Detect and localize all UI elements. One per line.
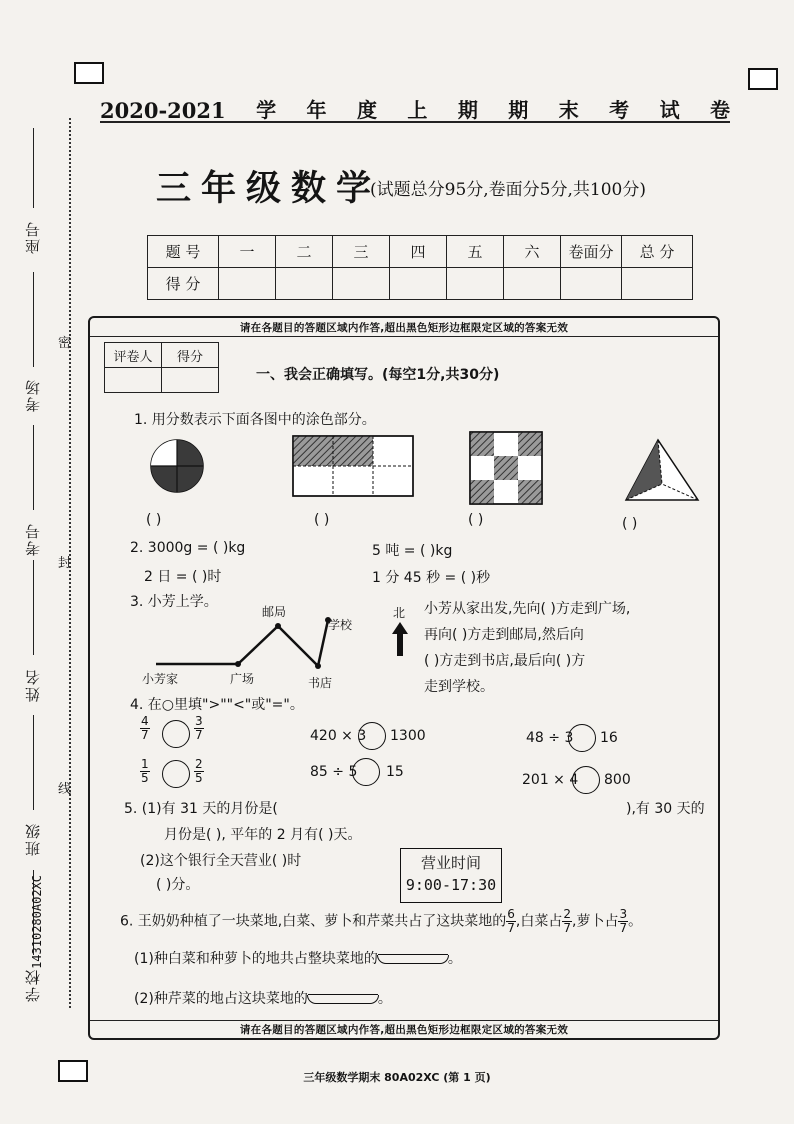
score-cell[interactable] (447, 268, 504, 300)
q4-expr-2-right: 16 (600, 730, 618, 746)
q3-line-2[interactable]: 再向( )方走到邮局,然后向 (424, 627, 584, 643)
exam-no-label: 考号 (24, 522, 42, 556)
score-col-1: 一 (219, 236, 276, 268)
q2-d[interactable]: 1 分 45 秒 = ( )秒 (372, 570, 491, 586)
grader-table (104, 342, 219, 393)
q5-line-2[interactable]: 月份是( ), 平年的 2 月有( )天。 (164, 827, 362, 843)
class-label: 班级 (24, 822, 42, 856)
header-char: 度 (356, 98, 377, 122)
q4-expr-2-left: 48 ÷ 3 (526, 730, 574, 746)
notice-top: 请在各题目的答题区域内作答,超出黑色矩形边框限定区域的答案无效 (239, 322, 569, 334)
grader-reviewer-cell[interactable] (105, 368, 162, 393)
q4-expr-4-right: 800 (604, 772, 631, 788)
score-cell[interactable] (622, 268, 693, 300)
class-line (33, 715, 34, 810)
rectangle-figure (293, 436, 413, 496)
q4-expr-1-right: 1300 (390, 728, 426, 744)
fold-mark-xian: 线 (58, 782, 72, 797)
notice-top-line (90, 336, 718, 337)
score-cell[interactable] (219, 268, 276, 300)
q1-text: 1. 用分数表示下面各图中的涂色部分。 (134, 412, 376, 428)
page-footer: 三年级数学期末 80A02XC (第 1 页) (303, 1071, 491, 1084)
page-subtitle: (试题总分95分,卷面分5分,共100分) (370, 180, 646, 200)
q4-text: 4. 在○里填">""<"或"="。 (130, 697, 304, 713)
q1-figures (130, 428, 710, 508)
q6-text: 6. 王奶奶种植了一块菜地,白菜、萝卜和芹菜共占了这块菜地的 $\frac{6}{7}$ ,白菜占 $\frac{2}{7}$ ,萝卜占 $\frac{3}{7}$ 。 (120, 907, 643, 935)
q4-expr-3-left: 85 ÷ 5 (310, 764, 358, 780)
q3-text: 3. 小芳上学。 (130, 594, 218, 610)
q5-line-3[interactable]: (2)这个银行全天营业( )时 (140, 853, 302, 869)
q2-c[interactable]: 2 日 = ( )时 (144, 569, 222, 585)
header-char: 试 (659, 98, 680, 122)
name-line (33, 560, 34, 655)
q4-item-1: $\frac{4}{7}$ (141, 714, 149, 742)
header-char: 末 (558, 98, 579, 122)
score-col-4: 四 (390, 236, 447, 268)
q4-expr-3-right: 15 (386, 764, 404, 780)
fold-mark-mi: 密 (58, 336, 72, 351)
north-arrow-icon (392, 622, 408, 656)
score-col-2: 二 (276, 236, 333, 268)
fold-mark-feng: 封 (58, 556, 72, 571)
header-char: 上 (407, 98, 428, 122)
compare-circle-4[interactable] (568, 724, 596, 752)
score-cell[interactable] (390, 268, 447, 300)
header-char: 期 (457, 98, 478, 122)
compare-circle-3[interactable] (358, 722, 386, 750)
q4-expr-1-left: 420 × 3 (310, 728, 367, 744)
compare-circle-2[interactable] (162, 760, 190, 788)
map-label-home: 小芳家 (142, 672, 179, 686)
compare-circle-5[interactable] (352, 758, 380, 786)
header-rule (100, 121, 730, 123)
exam-room-line (33, 272, 34, 367)
north-label: 北 (393, 606, 406, 620)
school-year: 2020-2021 (100, 98, 226, 123)
compare-circle-1[interactable] (162, 720, 190, 748)
business-hours-box (400, 848, 502, 903)
score-table-row-label: 得 分 (148, 268, 219, 300)
q5-line-1a[interactable]: 5. (1)有 31 天的月份是( (124, 801, 278, 817)
q2-b[interactable]: 5 吨 = ( )kg (372, 543, 453, 559)
q5-line-4[interactable]: ( )分。 (156, 877, 200, 893)
map-label-bookstore: 书店 (308, 676, 333, 690)
seat-line (33, 128, 34, 208)
business-hours-time: 9:00-17:30 (405, 876, 497, 894)
score-col-5: 五 (447, 236, 504, 268)
corner-marker-top-right (748, 68, 778, 90)
q2-a[interactable]: 2. 3000g = ( )kg (130, 540, 246, 556)
score-col-neatness: 卷面分 (561, 236, 622, 268)
exam-no-line (33, 425, 34, 510)
q5-line-1b[interactable]: ),有 30 天的 (626, 801, 705, 817)
score-cell[interactable] (333, 268, 390, 300)
score-table-header-label: 题 号 (148, 236, 219, 268)
header-char: 卷 (710, 98, 730, 122)
section-1-title: 一、我会正确填写。(每空1分,共30分) (256, 367, 500, 383)
q1-blank-2[interactable]: ( ) (314, 512, 330, 528)
name-label: 姓名 (24, 668, 42, 702)
grader-score-cell[interactable] (162, 368, 219, 393)
triangle-figure (626, 440, 698, 500)
q3-line-4: 走到学校。 (424, 679, 494, 695)
header-char: 年 (306, 98, 327, 122)
answer-frame (88, 316, 720, 1040)
q4-item-2: $\frac{1}{5}$ (141, 757, 149, 785)
map-label-square: 广场 (230, 672, 255, 686)
q4-item-2b: $\frac{2}{5}$ (195, 757, 203, 785)
score-cell[interactable] (504, 268, 561, 300)
school-label: 学校 (24, 968, 42, 1002)
grader-score-label: 得分 (162, 343, 219, 368)
q4-item-1b: $\frac{3}{7}$ (195, 714, 203, 742)
q1-blank-4[interactable]: ( ) (622, 516, 638, 532)
header-char: 期 (508, 98, 529, 122)
corner-marker-top-left (74, 62, 104, 84)
score-col-6: 六 (504, 236, 561, 268)
circle-figure (151, 440, 203, 492)
q6-sub-1[interactable]: (1)种白菜和种萝卜的地共占整块菜地的 。 (134, 951, 462, 967)
seat-label: 座号 (24, 220, 42, 254)
compare-circle-6[interactable] (572, 766, 600, 794)
q4-expr-4-left: 201 × 4 (522, 772, 579, 788)
grader-reviewer-label: 评卷人 (105, 343, 162, 368)
notice-bottom: 请在各题目的答题区域内作答,超出黑色矩形边框限定区域的答案无效 (239, 1024, 569, 1036)
header-char: 考 (609, 98, 630, 122)
business-hours-title: 营业时间 (420, 854, 481, 872)
score-table (147, 235, 693, 300)
score-cell[interactable] (276, 268, 333, 300)
score-cell[interactable] (561, 268, 622, 300)
exam-header (100, 94, 730, 123)
q3-line-3[interactable]: ( )方走到书店,最后向( )方 (424, 653, 586, 669)
header-char: 学 (256, 98, 277, 122)
paper-code: 14310280A02XC (30, 875, 44, 969)
q3-line-1[interactable]: 小芳从家出发,先向( )方走到广场, (424, 601, 631, 617)
score-col-3: 三 (333, 236, 390, 268)
q1-blank-3[interactable]: ( ) (468, 512, 484, 528)
q1-blank-1[interactable]: ( ) (146, 512, 162, 528)
notice-bottom-line (90, 1020, 718, 1021)
map-label-post: 邮局 (262, 605, 287, 619)
score-col-total: 总 分 (622, 236, 693, 268)
page-title: 三年级数学 (156, 168, 382, 209)
exam-room-label: 考场 (24, 378, 42, 412)
checker-figure (470, 432, 542, 504)
map-label-school: 学校 (328, 618, 353, 632)
q6-sub-2[interactable]: (2)种芹菜的地占这块菜地的 。 (134, 991, 392, 1007)
